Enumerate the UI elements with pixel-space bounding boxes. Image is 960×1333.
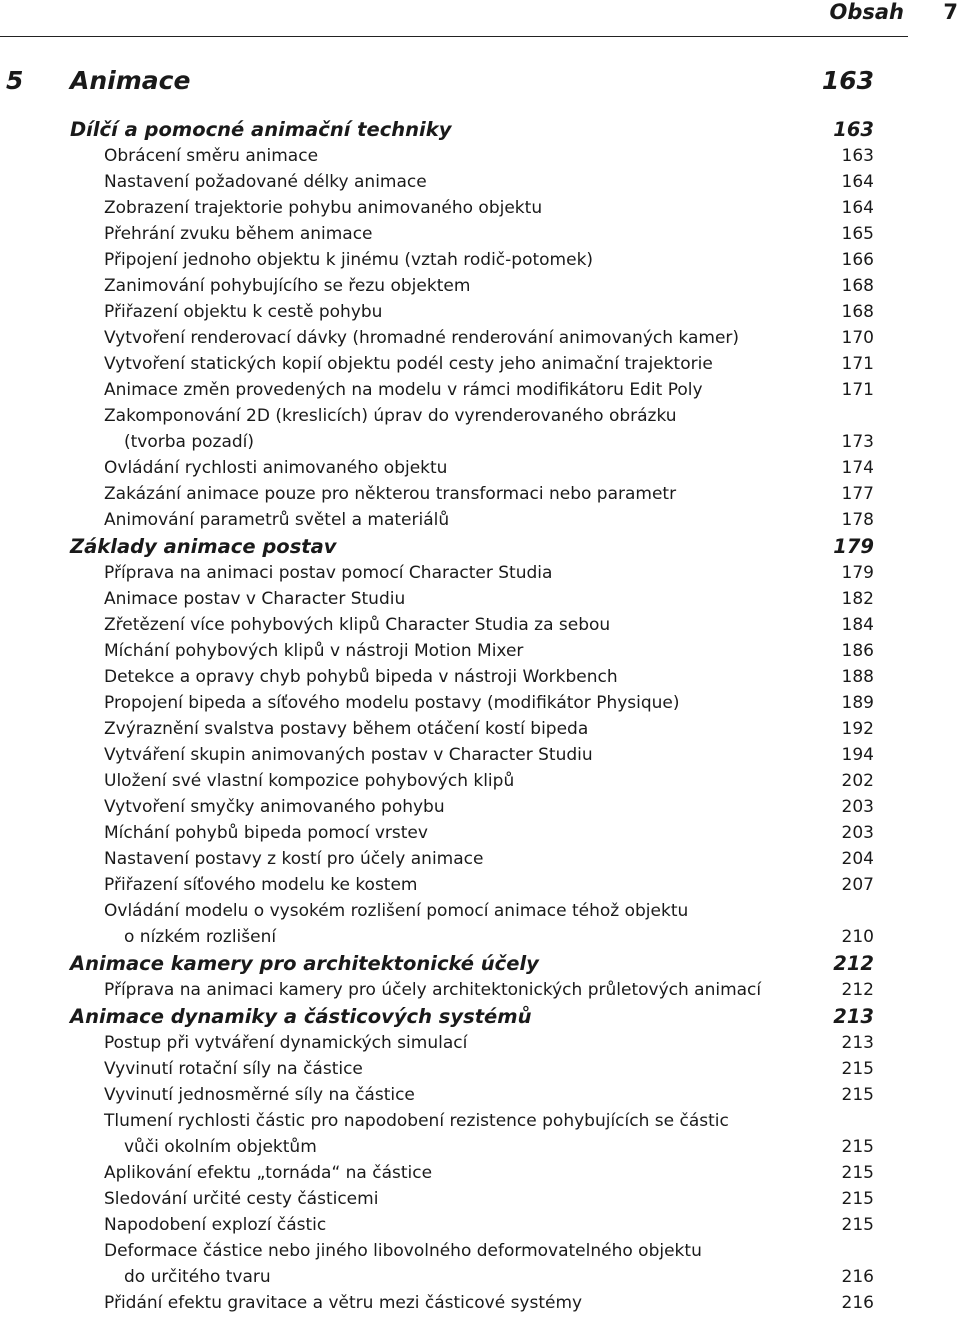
- toc-entry-page: 173: [841, 432, 874, 452]
- table-of-contents: [70, 116, 874, 1316]
- toc-entry: [70, 612, 874, 638]
- toc-entry-title: Přidání efektu gravitace a větru mezi částicové systémy: [104, 1293, 583, 1313]
- toc-entry-page: 171: [841, 380, 874, 400]
- toc-entry-title: Připojení jednoho objektu k jinému (vztah rodič-potomek): [104, 250, 594, 270]
- toc-entry: [70, 273, 874, 299]
- toc-entry-title: Detekce a opravy chyb pohybů bipeda v nástroji Workbench: [104, 667, 618, 687]
- chapter-heading: [0, 66, 874, 100]
- toc-entry-title: Propojení bipeda a síťového modelu postavy (modifikátor Physique): [104, 693, 680, 713]
- toc-entry: [70, 1160, 874, 1186]
- toc-entry: [70, 351, 874, 377]
- toc-entry-title: Příprava na animaci postav pomocí Character Studia: [104, 563, 553, 583]
- toc-entry-page: 179: [841, 563, 874, 583]
- toc-entry-title: Animace postav v Character Studiu: [104, 589, 406, 609]
- toc-entry: [70, 1082, 874, 1108]
- toc-entry-page: 215: [841, 1059, 874, 1079]
- toc-entry-page: 168: [841, 276, 874, 296]
- toc-entry: [70, 820, 874, 846]
- toc-entry: [70, 977, 874, 1003]
- toc-entry-title: Deformace částice nebo jiného libovolného deformovatelného objektu: [104, 1241, 702, 1261]
- toc-entry-page: 186: [841, 641, 874, 661]
- toc-section-entry: [70, 1003, 874, 1030]
- toc-entry-page: 188: [841, 667, 874, 687]
- toc-entry-page: 213: [833, 1005, 874, 1028]
- header-section-name: Obsah: [829, 0, 904, 24]
- toc-entry-page: 192: [841, 719, 874, 739]
- toc-entry: [70, 377, 874, 403]
- toc-entry: [70, 403, 874, 455]
- toc-entry-title: Dílčí a pomocné animační techniky: [70, 118, 452, 141]
- toc-entry-page: 215: [841, 1215, 874, 1235]
- toc-entry: [70, 507, 874, 533]
- toc-entry: [70, 1056, 874, 1082]
- toc-entry: [70, 586, 874, 612]
- toc-entry-page: 164: [841, 198, 874, 218]
- toc-entry-title: Zanimování pohybujícího se řezu objektem: [104, 276, 471, 296]
- toc-entry-title: Vytvoření smyčky animovaného pohybu: [104, 797, 445, 817]
- toc-entry: [70, 195, 874, 221]
- toc-entry: [70, 299, 874, 325]
- toc-entry-title: Vyvinutí jednosměrné síly na částice: [104, 1085, 415, 1105]
- toc-entry-title: Nastavení požadované délky animace: [104, 172, 427, 192]
- toc-entry-title: Vytvoření renderovací dávky (hromadné renderování animovaných kamer): [104, 328, 740, 348]
- toc-entry-page: 212: [841, 980, 874, 1000]
- toc-entry: [70, 481, 874, 507]
- toc-entry-page: 215: [841, 1163, 874, 1183]
- toc-entry-title: Vyvinutí rotační síly na částice: [104, 1059, 363, 1079]
- chapter-number: 5: [6, 66, 24, 95]
- toc-entry-title-continued: o nízkém rozlišení: [124, 927, 277, 947]
- toc-entry-title: Obrácení směru animace: [104, 146, 319, 166]
- toc-entry-page: 207: [841, 875, 874, 895]
- toc-entry-page: 165: [841, 224, 874, 244]
- toc-entry-title: Vytvoření statických kopií objektu podél cesty jeho animační trajektorie: [104, 354, 713, 374]
- toc-entry-page: 184: [841, 615, 874, 635]
- toc-entry-title: Zakomponování 2D (kreslicích) úprav do vyrenderovaného obrázku: [104, 406, 677, 426]
- toc-entry-page: 174: [841, 458, 874, 478]
- toc-entry-title: Tlumení rychlosti částic pro napodobení rezistence pohybujících se částic: [104, 1111, 729, 1131]
- toc-entry-title: Animace změn provedených na modelu v rámci modifikátoru Edit Poly: [104, 380, 703, 400]
- toc-entry: [70, 898, 874, 950]
- toc-entry-page: 177: [841, 484, 874, 504]
- toc-entry-title: Sledování určité cesty částicemi: [104, 1189, 379, 1209]
- toc-entry: [70, 169, 874, 195]
- toc-entry-title: Nastavení postavy z kostí pro účely animace: [104, 849, 484, 869]
- toc-entry: [70, 221, 874, 247]
- toc-entry-title: Míchání pohybů bipeda pomocí vrstev: [104, 823, 428, 843]
- toc-entry-title: Animování parametrů světel a materiálů: [104, 510, 450, 530]
- toc-entry-page: 170: [841, 328, 874, 348]
- toc-entry-title: Postup při vytváření dynamických simulací: [104, 1033, 468, 1053]
- toc-entry-page: 215: [841, 1189, 874, 1209]
- toc-entry-title-continued: (tvorba pozadí): [124, 432, 255, 452]
- toc-entry: [70, 455, 874, 481]
- toc-entry-title: Aplikování efektu „tornáda“ na částice: [104, 1163, 433, 1183]
- toc-entry-page: 189: [841, 693, 874, 713]
- toc-entry-title: Zřetězení více pohybových klipů Character Studia za sebou: [104, 615, 611, 635]
- running-header: [0, 0, 960, 40]
- toc-entry-title: Animace kamery pro architektonické účely: [70, 952, 539, 975]
- toc-entry-title: Přiřazení síťového modelu ke kostem: [104, 875, 418, 895]
- chapter-title: Animace: [70, 66, 191, 95]
- toc-entry-page: 166: [841, 250, 874, 270]
- toc-entry-title: Uložení své vlastní kompozice pohybových klipů: [104, 771, 515, 791]
- toc-entry-page: 163: [841, 146, 874, 166]
- toc-entry: [70, 664, 874, 690]
- toc-entry-title: Základy animace postav: [70, 535, 337, 558]
- toc-entry-title: Přiřazení objektu k cestě pohybu: [104, 302, 383, 322]
- toc-entry: [70, 768, 874, 794]
- toc-entry-title: Napodobení explozí částic: [104, 1215, 327, 1235]
- toc-entry: [70, 1108, 874, 1160]
- toc-entry-page: 215: [841, 1137, 874, 1157]
- toc-entry-page: 212: [833, 952, 874, 975]
- toc-entry: [70, 247, 874, 273]
- toc-entry-title: Animace dynamiky a částicových systémů: [70, 1005, 532, 1028]
- toc-entry-title: Příprava na animaci kamery pro účely architektonických průletových animací: [104, 980, 762, 1000]
- toc-entry: [70, 560, 874, 586]
- toc-entry: [70, 846, 874, 872]
- header-page-number: 7: [943, 0, 958, 24]
- toc-entry-title-continued: vůči okolním objektům: [124, 1137, 317, 1157]
- toc-entry-page: 215: [841, 1085, 874, 1105]
- toc-entry-page: 202: [841, 771, 874, 791]
- toc-entry-page: 210: [841, 927, 874, 947]
- toc-entry-page: 163: [833, 118, 874, 141]
- toc-entry: [70, 1238, 874, 1290]
- toc-entry-page: 171: [841, 354, 874, 374]
- toc-entry-page: 164: [841, 172, 874, 192]
- toc-entry-page: 213: [841, 1033, 874, 1053]
- toc-entry: [70, 1186, 874, 1212]
- toc-entry-title: Míchání pohybových klipů v nástroji Motion Mixer: [104, 641, 524, 661]
- toc-entry-page: 203: [841, 823, 874, 843]
- toc-entry: [70, 794, 874, 820]
- toc-entry-page: 216: [841, 1293, 874, 1313]
- toc-entry-title: Ovládání modelu o vysokém rozlišení pomocí animace téhož objektu: [104, 901, 689, 921]
- toc-entry-page: 204: [841, 849, 874, 869]
- toc-entry-title-continued: do určitého tvaru: [124, 1267, 271, 1287]
- toc-entry-page: 182: [841, 589, 874, 609]
- toc-entry-page: 194: [841, 745, 874, 765]
- toc-entry-title: Ovládání rychlosti animovaného objektu: [104, 458, 448, 478]
- toc-entry: [70, 638, 874, 664]
- toc-entry-page: 216: [841, 1267, 874, 1287]
- toc-entry: [70, 1290, 874, 1316]
- toc-section-entry: [70, 533, 874, 560]
- chapter-page: 163: [821, 66, 874, 95]
- toc-entry-page: 179: [833, 535, 874, 558]
- toc-entry-page: 178: [841, 510, 874, 530]
- toc-entry-title: Vytváření skupin animovaných postav v Character Studiu: [104, 745, 593, 765]
- toc-entry-title: Zvýraznění svalstva postavy během otáčení kostí bipeda: [104, 719, 589, 739]
- toc-entry: [70, 1030, 874, 1056]
- toc-entry-title: Přehrání zvuku během animace: [104, 224, 373, 244]
- toc-entry: [70, 742, 874, 768]
- toc-entry: [70, 1212, 874, 1238]
- header-rule: [0, 36, 908, 37]
- toc-entry-page: 168: [841, 302, 874, 322]
- toc-entry: [70, 143, 874, 169]
- toc-entry: [70, 716, 874, 742]
- toc-entry-page: 203: [841, 797, 874, 817]
- toc-section-entry: [70, 116, 874, 143]
- toc-entry: [70, 690, 874, 716]
- toc-entry-title: Zobrazení trajektorie pohybu animovaného objektu: [104, 198, 543, 218]
- toc-entry: [70, 872, 874, 898]
- toc-entry-title: Zakázání animace pouze pro některou transformaci nebo parametr: [104, 484, 677, 504]
- toc-section-entry: [70, 950, 874, 977]
- toc-entry: [70, 325, 874, 351]
